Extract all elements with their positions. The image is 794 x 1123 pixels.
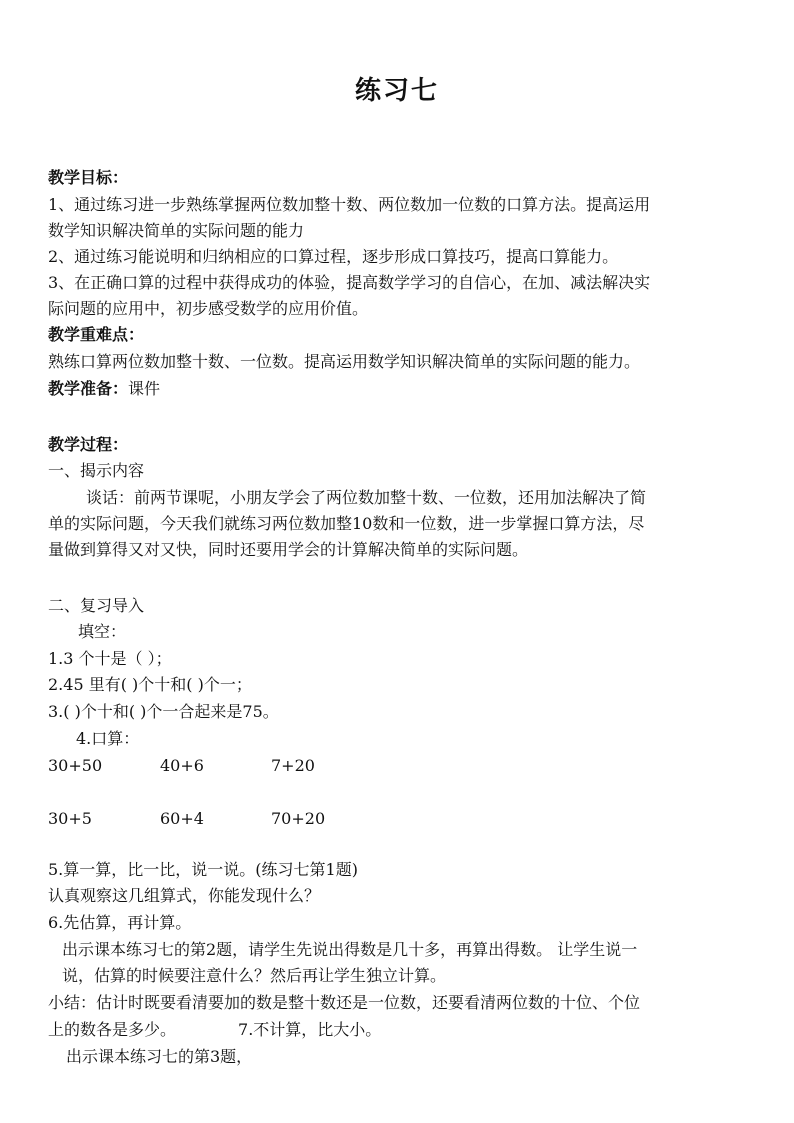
part1-line2: 单的实际问题，今天我们就练习两位数加整10数和一位数，进一步掌握口算方法，尽 [48,514,645,533]
oral-label: 4.口算： [76,729,140,748]
oral-problem: 30+50 [48,756,103,775]
key-text: 熟练口算两位数加整十数、一位数。提高运用数学知识解决简单的实际问题的能力。 [48,352,641,371]
part1-heading: 一、揭示内容 [48,461,145,480]
item-5-question: 认真观察这几组算式，你能发现什么？ [48,886,321,905]
prep-line [48,378,758,400]
summary-line2-row [48,1019,758,1041]
fill-1: 1.3 个十是（ ）； [48,649,172,668]
process-heading: 教学过程： [48,435,129,454]
prep-text: 课件 [128,379,161,398]
oral-problem: 70+20 [271,809,326,828]
goal-2: 2、通过练习能说明和归纳相应的口算过程，逐步形成口算技巧，提高口算能力。 [48,247,619,266]
item-7: 7.不计算，比大小。 [238,1020,382,1039]
prep-heading: 教学准备： [48,379,129,398]
summary-line2: 上的数各是多少。 [48,1020,177,1039]
item-6-line1: 出示课本练习七的第2题，请学生先说出得数是几十多，再算出得数。 让学生说一 [62,940,638,959]
part1-line1: 谈话：前两节课呢，小朋友学会了两位数加整十数、一位数，还用加法解决了简 [86,488,647,507]
item-6-line2: 说，估算的时候要注意什么？然后再让学生独立计算。 [62,966,447,985]
oral-row-1 [48,755,758,777]
oral-problem: 40+6 [160,756,204,775]
page-title: 练习七 [354,76,439,106]
item-6: 6.先估算，再计算。 [48,913,192,932]
fill-3: 3.( )个十和( )个一合起来是75。 [48,702,279,721]
oral-problem: 60+4 [160,809,204,828]
fill-label: 填空： [78,622,127,641]
part2-heading: 二、复习导入 [48,596,145,615]
part1-line3: 量做到算得又对又快，同时还要用学会的计算解决简单的实际问题。 [48,540,529,559]
summary-line1: 小结：估计时既要看清要加的数是整十数还是一位数，还要看清两位数的十位、个位 [48,993,641,1012]
goal-1-line1: 1、通过练习进一步熟练掌握两位数加整十数、两位数加一位数的口算方法。提高运用 [48,195,651,214]
item-7-line: 出示课本练习七的第3题， [66,1047,253,1066]
oral-problem: 30+5 [48,809,92,828]
oral-problem: 7+20 [271,756,315,775]
goal-3-line2: 际问题的应用中，初步感受数学的应用价值。 [48,299,369,318]
fill-2: 2.45 里有( )个十和( )个一； [48,675,252,694]
goal-3-line1: 3、在正确口算的过程中获得成功的体验，提高数学学习的自信心，在加、减法解决实 [48,273,651,292]
oral-row-2 [48,808,758,830]
item-5: 5.算一算，比一比，说一说。(练习七第1题) [48,860,358,879]
key-heading: 教学重难点： [48,325,145,344]
goal-1-line2: 数学知识解决简单的实际问题的能力 [48,221,305,240]
goals-heading: 教学目标： [48,168,129,187]
